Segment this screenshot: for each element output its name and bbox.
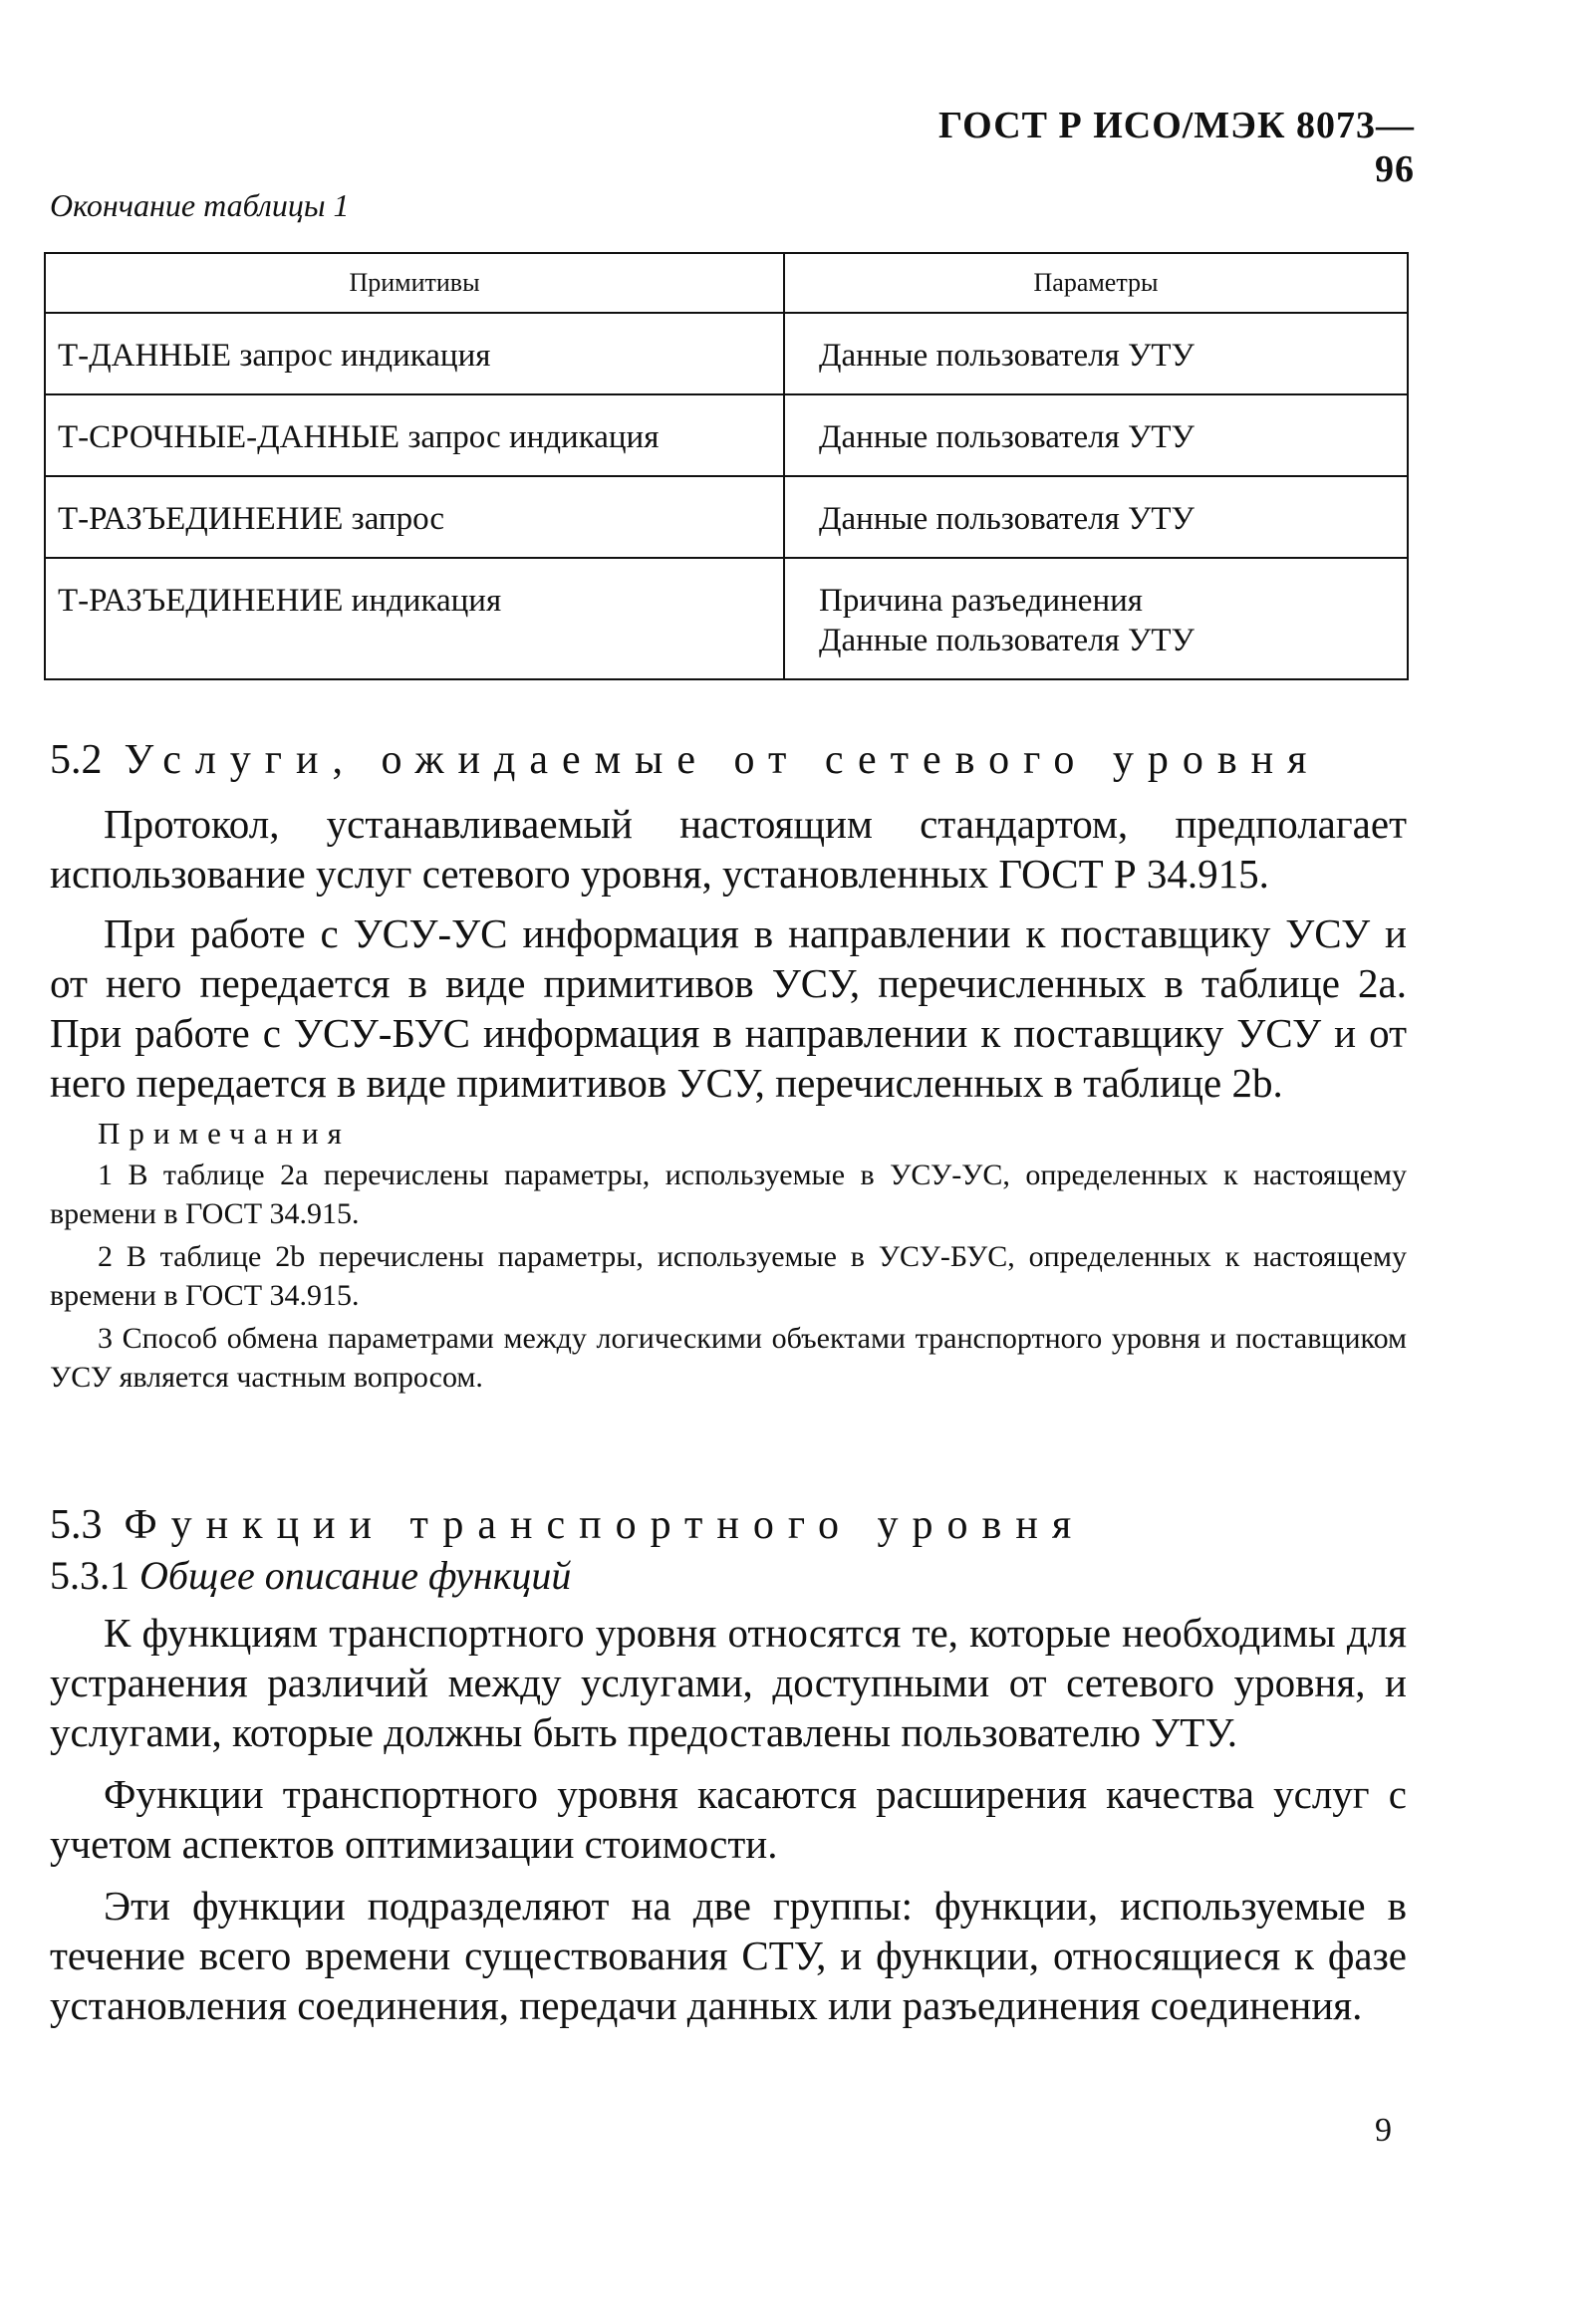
header-primitives: Примитивы <box>45 253 784 313</box>
section-title: Услуги, ожидаемые от сетевого уровня <box>124 737 1321 783</box>
primitive-cell: Т-РАЗЪЕДИНЕНИЕ индикация <box>45 558 784 679</box>
parameter-line: Данные пользователя УТУ <box>819 623 1195 658</box>
paragraph: Протокол, устанавливаемый настоящим стандартом, предполагает использование услуг сетевого уровня, установленных ГОСТ Р 34.915. <box>50 801 1407 897</box>
standard-code: ГОСТ Р ИСО/МЭК 8073—96 <box>937 105 1415 190</box>
section-heading <box>50 1500 1407 1550</box>
page-number: 9 <box>1375 2112 1392 2149</box>
primitive-cell: Т-РАЗЪЕДИНЕНИЕ запрос <box>45 476 784 558</box>
parameters-cell <box>784 558 1408 679</box>
table-row <box>45 558 1408 679</box>
section-title: Функции транспортного уровня <box>124 1502 1086 1548</box>
notes-title: Примечания <box>98 1116 351 1151</box>
section-heading <box>50 735 1407 785</box>
section-5-2 <box>50 735 1407 1397</box>
table-row <box>45 313 1408 394</box>
table-row <box>45 394 1408 476</box>
parameters-cell: Данные пользователя УТУ <box>784 476 1408 558</box>
primitives-table <box>44 252 1409 680</box>
note: 3 Способ обмена параметрами между логическими объектами транспортного уровня и поставщиком УСУ является частным вопросом. <box>50 1322 1407 1394</box>
paragraph: Функции транспортного уровня касаются расширения качества услуг с учетом аспектов оптимизации стоимости. <box>50 1771 1407 1867</box>
primitive-cell: Т-СРОЧНЫЕ-ДАННЫЕ запрос индикация <box>45 394 784 476</box>
parameters-cell: Данные пользователя УТУ <box>784 313 1408 394</box>
table-caption: Окончание таблицы 1 <box>50 187 350 223</box>
note: 2 В таблице 2b перечислены параметры, используемые в УСУ-БУС, определенных к настоящему времени в ГОСТ 34.915. <box>50 1240 1407 1312</box>
parameters-cell: Данные пользователя УТУ <box>784 394 1408 476</box>
section-5-3 <box>50 1500 1407 2030</box>
subsection-title: Общее описание функций <box>139 1553 572 1598</box>
primitive-cell: Т-ДАННЫЕ запрос индикация <box>45 313 784 394</box>
paragraph: При работе с УСУ-УС информация в направлении к поставщику УСУ и от него передается в виде примитивов УСУ, перечисленных в таблице 2а. При работе с УСУ-БУС информация в направлении к поставщику УСУ и от него передается в виде примитивов УСУ, перечисленных в таблице 2b. <box>50 910 1407 1106</box>
table-header-row <box>45 253 1408 313</box>
subsection-heading <box>50 1552 1407 1600</box>
table-row <box>45 476 1408 558</box>
subsection-number: 5.3.1 <box>50 1553 130 1598</box>
note: 1 В таблице 2а перечислены параметры, используемые в УСУ-УС, определенных к настоящему времени в ГОСТ 34.915. <box>50 1159 1407 1230</box>
section-number: 5.3 <box>50 1502 103 1548</box>
paragraph: Эти функции подразделяют на две группы: функции, используемые в течение всего времени существования СТУ, и функции, относящиеся к фазе установления соединения, передачи данных или разъединения соединения. <box>50 1883 1407 2028</box>
header-parameters: Параметры <box>784 253 1408 313</box>
paragraph: К функциям транспортного уровня относятся те, которые необходимы для устранения различий между услугами, доступными от сетевого уровня, и услугами, которые должны быть предоставлены пользователю УТУ. <box>50 1610 1407 1755</box>
section-number: 5.2 <box>50 737 103 783</box>
parameter-line: Причина разъединения <box>819 583 1143 619</box>
